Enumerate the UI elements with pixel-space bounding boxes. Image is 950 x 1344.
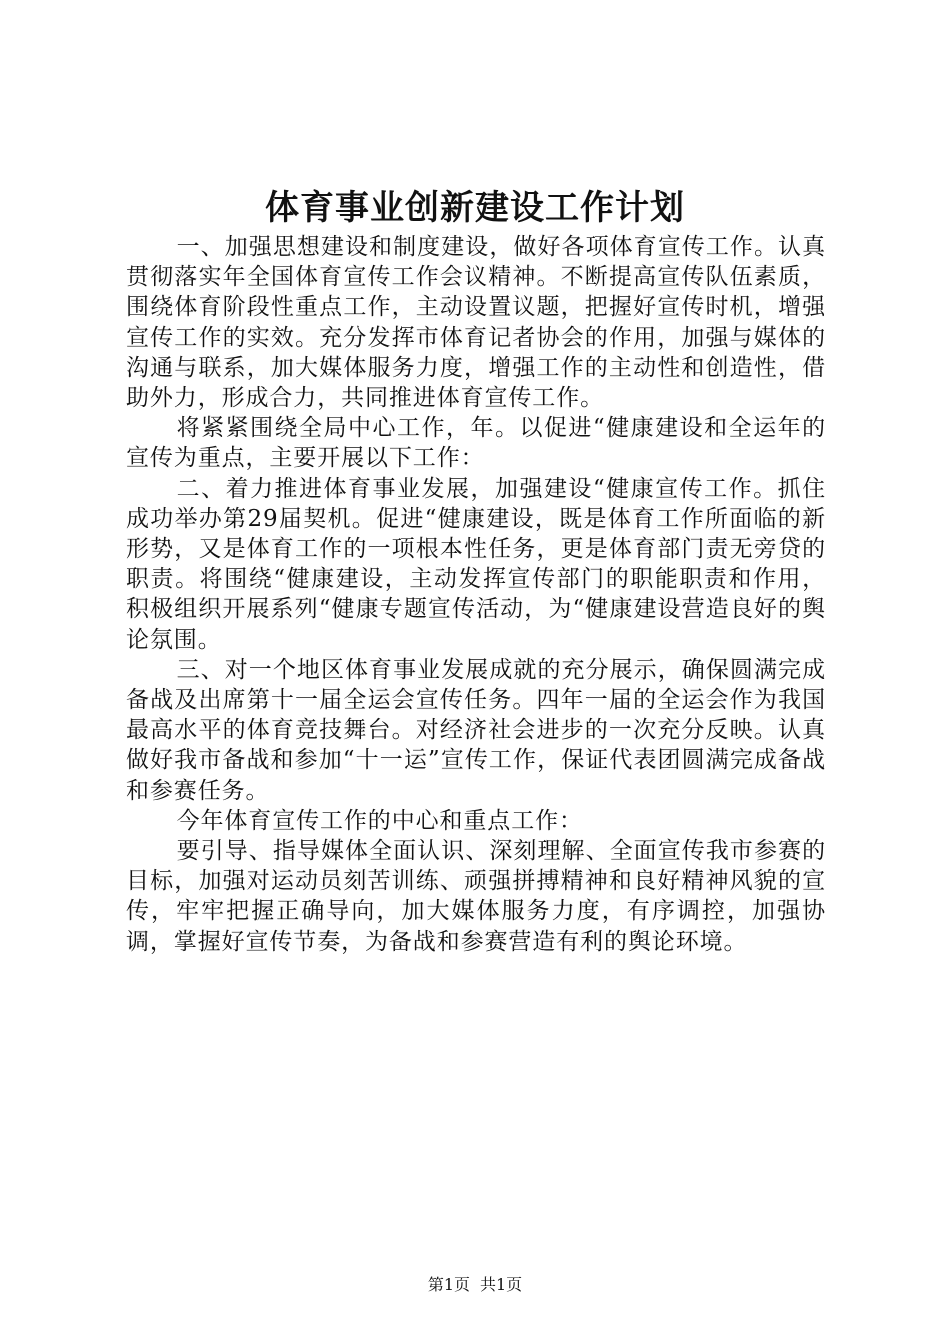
page-number: 第1页: [427, 1275, 470, 1294]
paragraph-4: 三、对一个地区体育事业发展成就的充分展示，确保圆满完成备战及出席第十一届全运会宣传任务。四年一届的全运会作为我国最高水平的体育竞技舞台。对经济社会进步的一次充分反映。认真做好我市备战和参加“十一运”宣传工作，保证代表团圆满完成备战和参赛任务。: [126, 656, 826, 804]
page-footer: [0, 1274, 950, 1296]
paragraph-2: 将紧紧围绕全局中心工作，年。以促进“健康建设和全运年的宣传为重点，主要开展以下工作：: [126, 415, 826, 472]
paragraph-1: 一、加强思想建设和制度建设，做好各项体育宣传工作。认真贯彻落实年全国体育宣传工作会议精神。不断提高宣传队伍素质，围绕体育阶段性重点工作，主动设置议题，把握好宣传时机，增强宣传工作的实效。充分发挥市体育记者协会的作用，加强与媒体的沟通与联系，加大媒体服务力度，增强工作的主动性和创造性，借助外力，形成合力，共同推进体育宣传工作。: [126, 234, 826, 412]
page-total: 共1页: [480, 1275, 523, 1294]
document-title: 体育事业创新建设工作计划: [265, 188, 685, 228]
paragraph-5: 今年体育宣传工作的中心和重点工作：: [176, 807, 583, 834]
document-body: [126, 232, 826, 957]
paragraph-3: 二、着力推进体育事业发展，加强建设“健康宣传工作。抓住成功举办第29届契机。促进“健康建设，既是体育工作所面临的新形势，又是体育工作的一项根本性任务，更是体育部门责无旁贷的职责。将围绕“健康建设，主动发挥宣传部门的职能职责和作用，积极组织开展系列“健康专题宣传活动，为“健康建设营造良好的舆论氛围。: [126, 475, 826, 653]
paragraph-6: 要引导、指导媒体全面认识、深刻理解、全面宣传我市参赛的目标，加强对运动员刻苦训练、顽强拼搏精神和良好精神风貌的宣传，牢牢把握正确导向，加大媒体服务力度，有序调控，加强协调，掌握好宣传节奏，为备战和参赛营造有利的舆论环境。: [126, 838, 826, 955]
